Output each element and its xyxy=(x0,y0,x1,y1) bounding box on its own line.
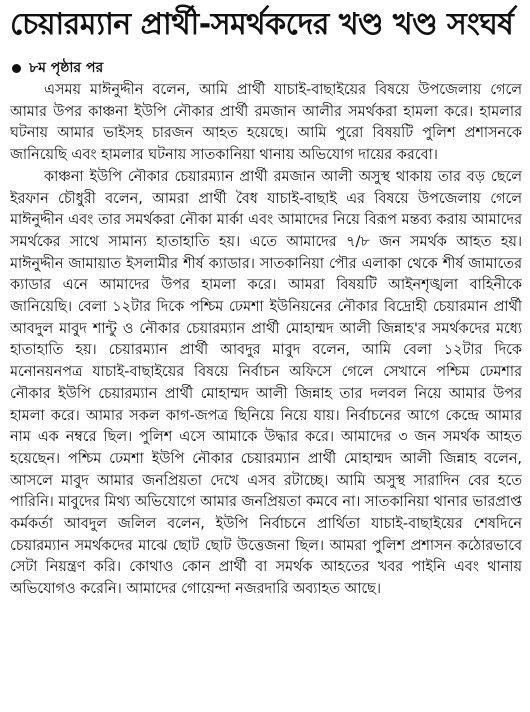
continuation-line xyxy=(12,58,103,78)
article-paragraph: কাঞ্চনা ইউপি নৌকার চেয়ারম্যান প্রার্থী রমজান আলী অসুস্থ থাকায় তার বড় ছেলে ইরফান চৌধুরী বলেন, আমরা প্রার্থী বৈধ যাচাই-বাছাই এর বিষয়ে উপজেলায় গেলে মাঈনুদ্দীন এবং তার সমর্থকরা নৌকা মার্কা এবং আমাদের নিয়ে বিরূপ মন্তব্য করায় আমাদের সমর্থকের সাথে সামান্য হাতাহাতি হয়। এতে আমাদের ৭/৮ জন সমর্থক আহত হয়। মাঈনুদ্দীন জামায়াত ইসলামীর শীর্ষ ক্যাডার। সাতকানিয়া পৌর এলাকা থেকে শীর্ষ জামাতের ক্যাডার এনে আমাদের উপর হামলা করে। আমরা বিষয়টি আইনশৃঙ্খলা বাহিনীকে জানিয়েছি। বেলা ১২টার দিকে পশ্চিম ঢেমশা ইউনিয়নের নৌকার বিদ্রোহী চেয়ারমান প্রার্থী আবদুল মাবুদ শান্টু ও নৌকার চেয়ারম্যান প্রার্থী মোহাম্মদ আলী জিন্নাহ'র সমর্থকদের মধ্যে হাতাহাতি হয়। চেয়ারম্যান প্রার্থী আবদুর মাবুদ বলেন, আমি বেলা ১২টার দিকে মনোনয়নপত্র যাচাই-বাছাইয়ের বিষয়ে নির্বাচন অফিসে গেলে সেখানে পশ্চিম ঢেমশার নৌকার ইউপি চেয়ারম্যান প্রার্থী মোহাম্মদ আলী জিন্নাহ তার দলবল নিয়ে আমার উপর হামলা করে। আমার সকল কাগ-জপত্র ছিনিয়ে নিয়ে যায়। নির্বাচনের আগে কেন্দ্রে আমার নাম এক নম্বরে ছিল। পুলিশ এসে আমাকে উদ্ধার করে। আমাদের ৩ জন সমর্থক আহত হয়েছেন। পশ্চিম ঢেমশা ইউপি নৌকার চেয়ারম্যান প্রার্থী মোহাম্মদ আলী জিন্নাহ বলেন, আসলে মাবুদ আমার জনপ্রিয়তা দেখে এসব রটাচ্ছে। আমি অসুস্থ সারাদিন বের হতে পারিনি। মাবুদের মিথ্য অভিযোগে আমার জনপ্রিয়তা কমবে না। সাতকানিয়া থানার ভারপ্রাপ্ত কর্মকর্তা আবদুল জলিল বলেন, ইউপি নির্বাচনে প্রার্থিতা যাচাই-বাছাইয়ের শেষদিনে চেয়ারম্যান সমর্থকদের মাঝে ছোট ছোট উত্তেজনা ছিল। আমরা পুলিশ প্রশাসন কঠোরভাবে সেটা নিয়ন্ত্রণ করি। কোথাও কোন প্রার্থী বা সমর্থক আহতের খবর পাইনি এবং থানায় অভিযোগও করেনি। আমাদের গোয়েন্দা নজরদারি অব্যাহত আছে। xyxy=(10,168,522,598)
continuation-label: ৮ম পৃষ্ঠার পর xyxy=(29,60,104,76)
bullet-icon xyxy=(12,64,21,73)
article-body xyxy=(10,80,522,708)
article-paragraph: এসময় মাঈনুদ্দীন বলেন, আমি প্রার্থী যাচাই-বাছাইয়ের বিষয়ে উপজেলায় গেলে আমার উপর কাঞ্চনা ইউপি নৌকার প্রার্থী রমজান আলীর সমর্থকরা হামলা করে। হামলার ঘটনায় আমার ভাইসহ চারজন আহত হয়েছে। আমি পুরো বিষয়টি পুলিশ প্রশাসনকে জানিয়েছি এবং হামলার ঘটনায় সাতকানিয়া থানায় অভিযোগ দায়ের করবো। xyxy=(10,82,522,164)
article-headline: চেয়ারম্যান প্রার্থী-সমর্থকদের খণ্ড খণ্ড সংঘর্ষ xyxy=(10,7,514,42)
